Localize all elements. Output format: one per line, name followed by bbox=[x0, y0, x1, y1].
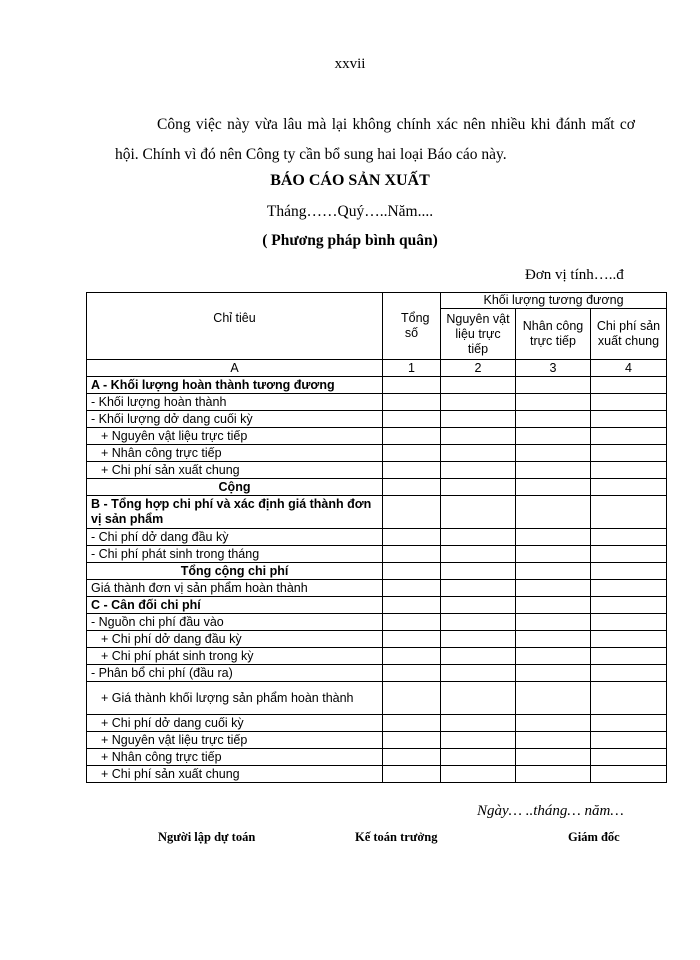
date-line: Ngày… ..tháng… năm… bbox=[477, 803, 624, 819]
index-row bbox=[87, 360, 667, 377]
row-label: A - Khối lượng hoàn thành tương đương bbox=[87, 377, 383, 394]
unit-label: Đơn vị tính…..đ bbox=[525, 267, 624, 283]
table-row bbox=[87, 546, 667, 563]
table-row bbox=[87, 580, 667, 597]
equivalent-volume-header: Khối lượng tương đương bbox=[441, 293, 667, 309]
row-label: + Nguyên vật liệu trực tiếp bbox=[87, 428, 383, 445]
table-row bbox=[87, 496, 667, 529]
table-row bbox=[87, 479, 667, 496]
col-total-header: Tổng số bbox=[383, 293, 441, 360]
row-label: + Chi phí phát sinh trong kỳ bbox=[87, 648, 383, 665]
signature-director: Giám đốc bbox=[568, 830, 620, 844]
table-row bbox=[87, 411, 667, 428]
row-label: + Nhân công trực tiếp bbox=[87, 445, 383, 462]
index-cell: 2 bbox=[441, 360, 516, 377]
row-label: + Chi phí dở dang đầu kỳ bbox=[87, 631, 383, 648]
report-title: BÁO CÁO SẢN XUẤT bbox=[270, 172, 430, 189]
table-row bbox=[87, 749, 667, 766]
row-label: C - Cân đối chi phí bbox=[87, 597, 383, 614]
row-label: B - Tổng hợp chi phí và xác định giá thành đơn vị sản phẩm bbox=[87, 496, 383, 529]
signature-preparer: Người lập dự toán bbox=[158, 830, 256, 844]
report-period: Tháng……Quý…..Năm.... bbox=[266, 203, 434, 220]
row-label: - Phân bổ chi phí (đầu ra) bbox=[87, 665, 383, 682]
col-overhead-header: Chi phí sản xuất chung bbox=[591, 309, 667, 360]
table-row bbox=[87, 715, 667, 732]
col-indicator-header: Chỉ tiêu bbox=[87, 293, 383, 360]
table-row bbox=[87, 563, 667, 580]
index-cell: A bbox=[87, 360, 383, 377]
row-label: Giá thành đơn vị sản phẩm hoàn thành bbox=[87, 580, 383, 597]
table-row bbox=[87, 445, 667, 462]
table-row bbox=[87, 529, 667, 546]
row-label: + Nhân công trực tiếp bbox=[87, 749, 383, 766]
row-label: - Khối lượng dở dang cuối kỳ bbox=[87, 411, 383, 428]
table-row bbox=[87, 428, 667, 445]
table-row bbox=[87, 377, 667, 394]
row-label: Cộng bbox=[87, 479, 383, 496]
production-report-table bbox=[86, 292, 667, 783]
table-row bbox=[87, 665, 667, 682]
intro-paragraph bbox=[115, 110, 635, 170]
row-label: + Chi phí dở dang cuối kỳ bbox=[87, 715, 383, 732]
row-label: + Giá thành khối lượng sản phẩm hoàn thành bbox=[87, 682, 383, 715]
index-cell: 1 bbox=[383, 360, 441, 377]
report-method: ( Phương pháp bình quân) bbox=[262, 232, 438, 249]
index-cell: 3 bbox=[516, 360, 591, 377]
table-row bbox=[87, 631, 667, 648]
table-row bbox=[87, 766, 667, 783]
table-row bbox=[87, 614, 667, 631]
row-label: - Khối lượng hoàn thành bbox=[87, 394, 383, 411]
intro-paragraph-text: Công việc này vừa lâu mà lại không chính xác nên nhiều khi đánh mất cơ hội. Chính vì đó nên Công ty cần bổ sung hai loại Báo cáo này. bbox=[115, 116, 635, 163]
row-label: - Chi phí phát sinh trong tháng bbox=[87, 546, 383, 563]
row-label: - Chi phí dở dang đầu kỳ bbox=[87, 529, 383, 546]
page-number: xxvii bbox=[334, 56, 366, 72]
row-label: + Chi phí sản xuất chung bbox=[87, 766, 383, 783]
table-row bbox=[87, 682, 667, 715]
table-row bbox=[87, 648, 667, 665]
col-labor-header: Nhân công trực tiếp bbox=[516, 309, 591, 360]
table-row bbox=[87, 597, 667, 614]
row-label: - Nguồn chi phí đầu vào bbox=[87, 614, 383, 631]
table-row bbox=[87, 394, 667, 411]
row-label: Tổng cộng chi phí bbox=[87, 563, 383, 580]
signature-accountant: Kế toán trưởng bbox=[355, 830, 438, 844]
table-row bbox=[87, 462, 667, 479]
table-row bbox=[87, 732, 667, 749]
index-cell: 4 bbox=[591, 360, 667, 377]
row-label: + Nguyên vật liệu trực tiếp bbox=[87, 732, 383, 749]
col-materials-header: Nguyên vật liệu trực tiếp bbox=[441, 309, 516, 360]
row-label: + Chi phí sản xuất chung bbox=[87, 462, 383, 479]
